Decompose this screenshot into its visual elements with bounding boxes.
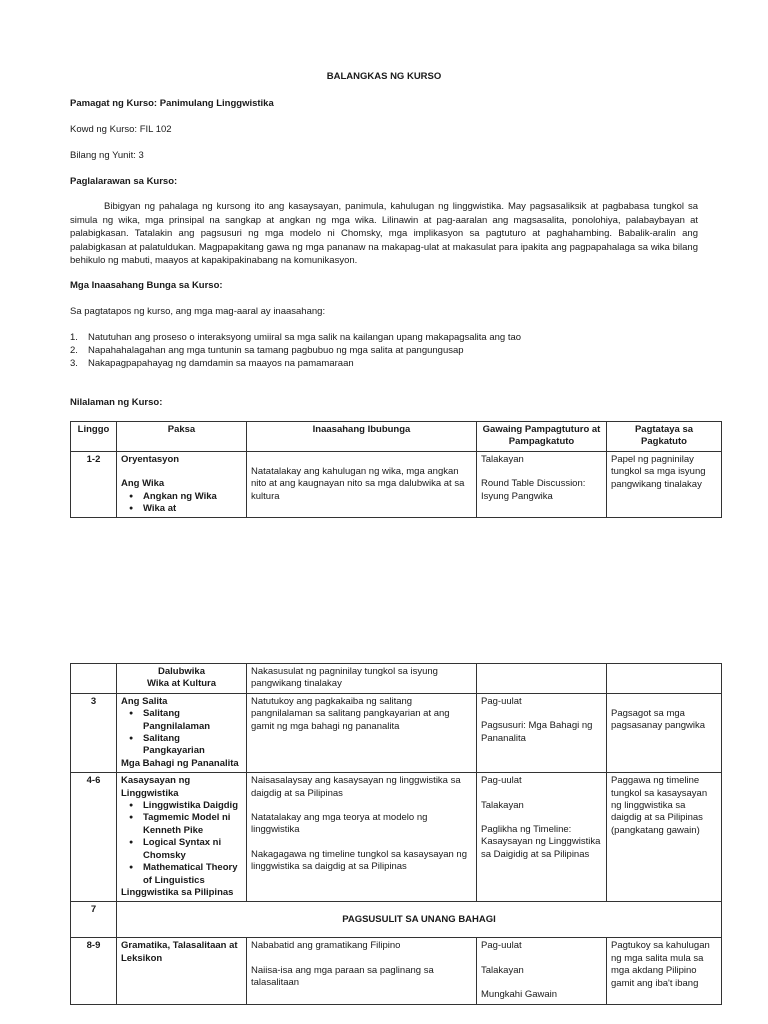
- exam-cell: PAGSUSULIT SA UNANG BAHAGI: [117, 902, 722, 938]
- table-row: [71, 773, 722, 902]
- topic-bullets: ● Angkan ng Wika ● Wika at: [121, 491, 242, 516]
- topic-bullets: ● Linggwistika Daigdig ● Tagmemic Model ni Kenneth Pike ● Logical Syntax ni Chomsky ● Mathematical Theory of Linguistics: [121, 800, 242, 887]
- week-cell: 4-6: [71, 773, 117, 902]
- outcome-item: 2. Napahahalagahan ang mga tuntunin sa tamang pagbubuo ng mga salita at pangungusap: [70, 345, 464, 356]
- header-activity: Gawaing Pampagtuturo at Pampagkatuto: [477, 422, 607, 452]
- topic-cell: Dalubwika Wika at Kultura: [117, 664, 247, 694]
- outcomes-intro: Sa pagtatapos ng kurso, ang mga mag-aaral ay inaasahang:: [70, 306, 326, 317]
- outcome-item: 1. Natutuhan ang proseso o interaksyong umiiral sa mga salik na kailangan upang makapagsalita ang tao: [70, 332, 522, 343]
- header-outcome: Inaasahang Ibubunga: [247, 422, 477, 452]
- content-table-part1: [70, 421, 722, 518]
- outcome-item: 3. Nakapagpapahayag ng damdamin sa maayos na pamamaraan: [70, 358, 354, 369]
- outcomes-list: [70, 331, 521, 370]
- assessment-cell: Pagtukoy sa kahulugan ng mga salita mula sa mga akdang Pilipino gamit ang iba't ibang: [607, 938, 722, 1004]
- document-title: BALANGKAS NG KURSO: [326, 71, 442, 82]
- assessment-cell: Papel ng pagninilay tungkol sa mga isyung pangwikang tinalakay: [607, 451, 722, 518]
- course-units: Bilang ng Yunit: 3: [70, 150, 144, 161]
- assessment-cell: Pagsagot sa mga pagsasanay pangwika: [607, 693, 722, 772]
- assessment-cell: [607, 664, 722, 694]
- content-heading: Nilalaman ng Kurso:: [70, 397, 163, 408]
- table-header-row: [71, 422, 722, 452]
- table-row: [71, 664, 722, 694]
- outcome-cell: Naisasalaysay ang kasaysayan ng linggwistika sa daigdig at sa Pilipinas Natatalakay ang mga teorya at modelo ng linggwistika Nakagagawa ng timeline tungkol sa kasaysayan ng linggwistika sa daigdig at sa Pilipinas: [247, 773, 477, 902]
- outcomes-heading: Mga Inaasahang Bunga sa Kurso:: [70, 280, 223, 291]
- activity-cell: Pag-uulat Pagsusuri: Mga Bahagi ng Pananalita: [477, 693, 607, 772]
- week-cell: 7: [71, 902, 117, 938]
- outcome-cell: Nababatid ang gramatikang Filipino Naiisa-isa ang mga paraan sa paglinang sa talasalitaan: [247, 938, 477, 1004]
- activity-cell: Pag-uulat Talakayan Paglikha ng Timeline: Kasaysayan ng Linggwistika sa Daigidig at sa Pilipinas: [477, 773, 607, 902]
- outcome-cell: Natatalakay ang kahulugan ng wika, mga angkan nito at ang kaugnayan nito sa mga dalubwika at sa kultura: [247, 451, 477, 518]
- table-row: [71, 938, 722, 1004]
- topic-bullets: ● Salitang Pangnilalaman ● Salitang Pangkayarian: [121, 708, 242, 758]
- topic-cell: Oryentasyon Ang Wika ● Angkan ng Wika ● Wika at: [117, 451, 247, 518]
- header-week: Linggo: [71, 422, 117, 452]
- week-cell: 1-2: [71, 451, 117, 518]
- content-table-part2: [70, 663, 722, 1005]
- topic-cell: Gramatika, Talasalitaan at Leksikon: [117, 938, 247, 1004]
- course-title: Pamagat ng Kurso: Panimulang Linggwistika: [70, 98, 274, 109]
- outcome-cell: Natutukoy ang pagkakaiba ng salitang pangnilalaman sa salitang pangkayarian at ang gamit ng mga bahagi ng pananalita: [247, 693, 477, 772]
- table-row: [71, 693, 722, 772]
- assessment-cell: Paggawa ng timeline tungkol sa kasaysayan ng linggwistika sa daigdig at sa Pilipinas (pangkatang gawain): [607, 773, 722, 902]
- course-description: Bibigyan ng pahalaga ng kursong ito ang kasaysayan, panimula, kahulugan ng linggwistika. May pagsasaliksik at pagbabasa tungkol sa simula ng wika, mga prinsipal na sangkap at angkan ng mga wika. Lilinawin at pag-aaralan ang magsasalita, ponolohiya, palabaybayan at palabigkasan. Tatalakin ang pagsusuri ng mga modelo ni Chomsky, mga implikasyon sa pagtuturo at paghahambing. Babalik-aralin ang palabigkasan at palatuldukan. Magpapakitang gawa ng mga pananaw na makapag-ulat at makasulat para ipakita ang pagpapahalaga sa wika bilang behikulo ng mabuti, maayos at kapakipakinabang na komunikasyon.: [70, 201, 698, 267]
- header-topic: Paksa: [117, 422, 247, 452]
- course-code: Kowd ng Kurso: FIL 102: [70, 124, 172, 135]
- description-heading: Paglalarawan sa Kurso:: [70, 176, 178, 187]
- week-cell: 3: [71, 693, 117, 772]
- outcome-cell: Nakasusulat ng pagninilay tungkol sa isyung pangwikang tinalakay: [247, 664, 477, 694]
- activity-cell: [477, 664, 607, 694]
- table-row: [71, 451, 722, 518]
- activity-cell: Talakayan Round Table Discussion: Isyung Pangwika: [477, 451, 607, 518]
- topic-cell: Kasaysayan ng Linggwistika ● Linggwistika Daigdig ● Tagmemic Model ni Kenneth Pike ● Logical Syntax ni Chomsky ● Mathematical Theory of Linguistics Linggwistika sa Pilipinas: [117, 773, 247, 902]
- table-row: [71, 902, 722, 938]
- topic-cell: Ang Salita ● Salitang Pangnilalaman ● Salitang Pangkayarian Mga Bahagi ng Pananalita: [117, 693, 247, 772]
- header-assessment: Pagtataya sa Pagkatuto: [607, 422, 722, 452]
- week-cell: 8-9: [71, 938, 117, 1004]
- week-cell: [71, 664, 117, 694]
- activity-cell: Pag-uulat Talakayan Mungkahi Gawain: [477, 938, 607, 1004]
